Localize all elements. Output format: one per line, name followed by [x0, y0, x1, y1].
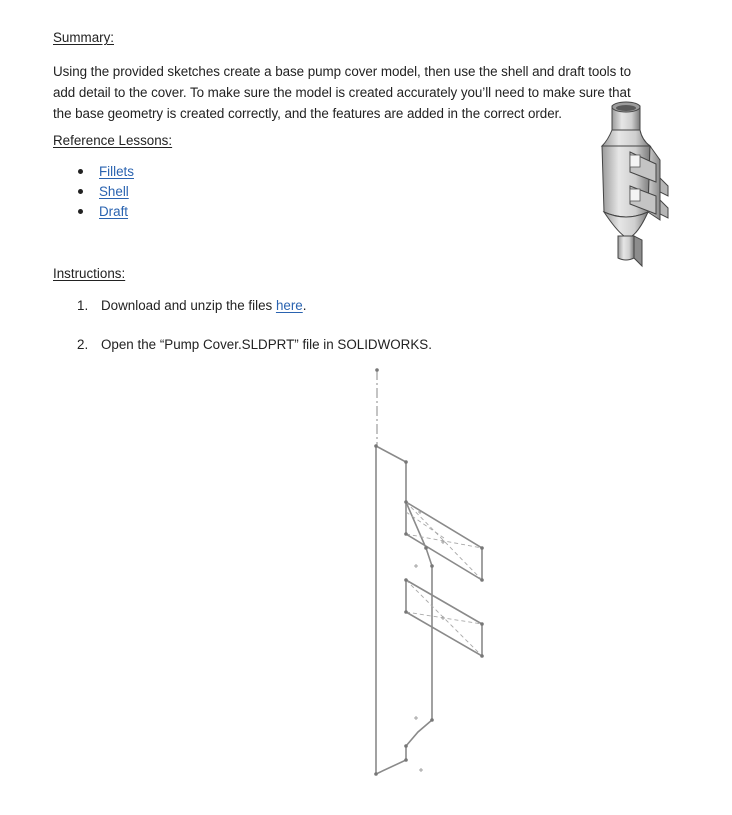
pump-cover-model-image	[596, 100, 676, 272]
list-item	[78, 183, 134, 203]
instruction-step-1	[77, 298, 306, 313]
fillets-link[interactable]: Fillets	[99, 164, 134, 179]
summary-line-1: Using the provided sketches create a base pump cover model, then use the shell and draft tools to	[53, 64, 631, 79]
download-here-link[interactable]: here	[275, 298, 303, 313]
step-number: 2.	[77, 337, 89, 352]
reference-lessons-heading: Reference Lessons:	[53, 133, 173, 148]
pump-cover-sketch-image	[360, 362, 500, 792]
list-item	[78, 203, 134, 223]
step-text: Download and unzip the files	[101, 298, 276, 313]
summary-line-3: the base geometry is created correctly, and the features are added in the correct order.	[53, 106, 562, 121]
bullet-icon	[78, 169, 83, 174]
summary-heading: Summary:	[53, 30, 115, 45]
draft-link[interactable]: Draft	[99, 204, 129, 219]
step-number: 1.	[77, 298, 89, 313]
step-text: Open the “Pump Cover.SLDPRT” file in SOLIDWORKS.	[101, 337, 432, 352]
reference-lessons-list	[78, 163, 134, 223]
summary-line-2: add detail to the cover. To make sure the model is created accurately you’ll need to make sure that	[53, 85, 631, 100]
shell-link[interactable]: Shell	[99, 184, 129, 199]
bullet-icon	[78, 189, 83, 194]
step-text-end: .	[302, 298, 307, 313]
instruction-step-2	[77, 337, 432, 352]
bullet-icon	[78, 209, 83, 214]
instructions-heading: Instructions:	[53, 266, 126, 281]
list-item	[78, 163, 134, 183]
summary-paragraph	[53, 61, 673, 124]
